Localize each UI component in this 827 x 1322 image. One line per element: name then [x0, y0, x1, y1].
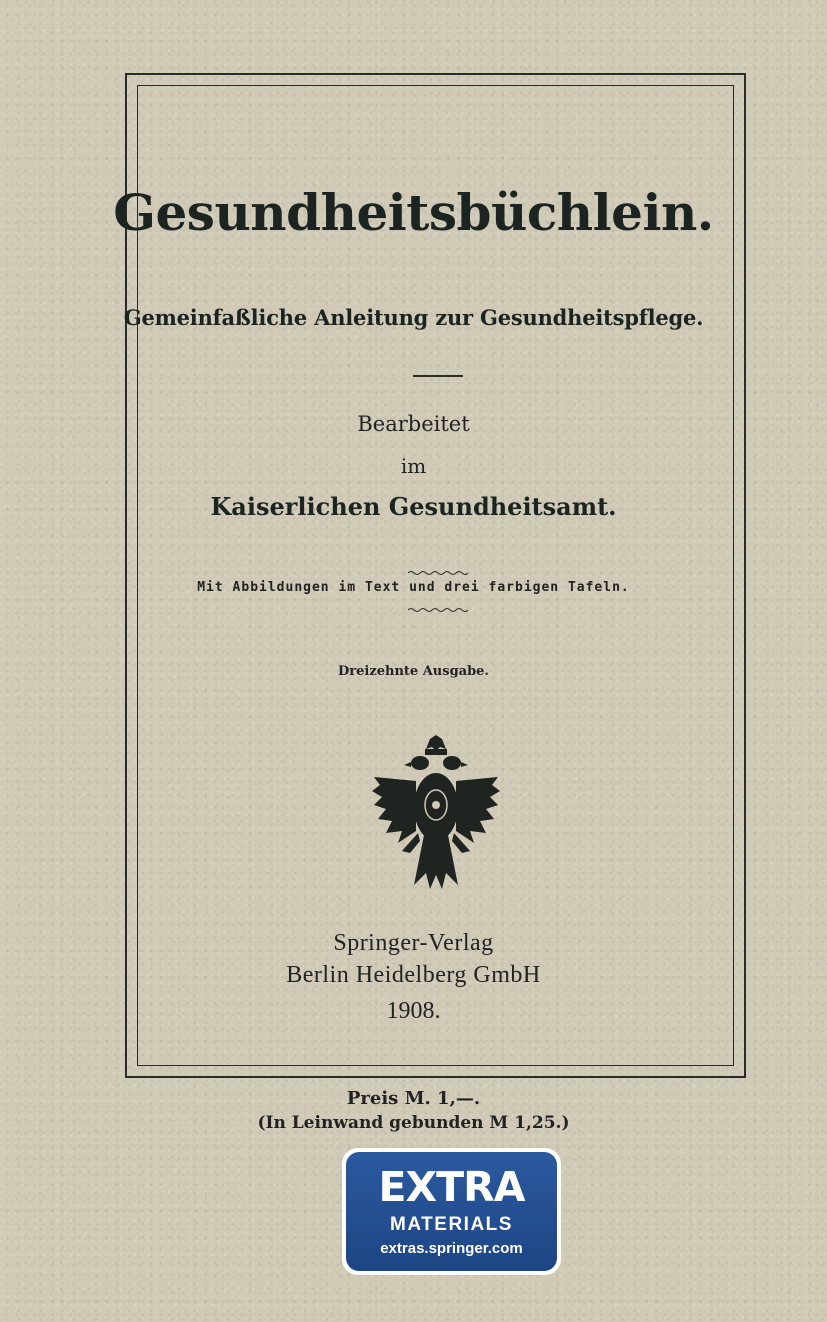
price-text: Preis M. 1,—. — [346, 1088, 481, 1109]
in-text: im — [400, 454, 427, 478]
extra-materials-badge[interactable] — [342, 1148, 561, 1275]
publisher-name: Springer-Verlag — [333, 930, 494, 956]
wavy-rule-top — [408, 570, 468, 576]
badge-url-link[interactable]: extras.springer.com — [380, 1240, 523, 1257]
badge-materials-label: MATERIALS — [390, 1214, 513, 1235]
worked-by-text: Bearbeitet — [357, 412, 470, 436]
book-subtitle: Gemeinfaßliche Anleitung zur Gesundheitspflege. — [123, 305, 704, 330]
book-title: Gesundheitsbüchlein. — [113, 183, 714, 242]
illustrations-note: Mit Abbildungen im Text und drei farbigen Tafeln. — [197, 580, 630, 595]
badge-panel — [346, 1152, 557, 1271]
publication-year: 1908. — [386, 998, 441, 1024]
publisher-place: Berlin Heidelberg GmbH — [286, 962, 541, 988]
office-name: Kaiserlichen Gesundheitsamt. — [210, 492, 617, 521]
bound-price-text: (In Leinwand gebunden M 1,25.) — [257, 1113, 570, 1133]
edition-text: Dreizehnte Ausgabe. — [338, 664, 489, 679]
divider-rule — [413, 375, 463, 377]
imperial-eagle-icon — [370, 735, 502, 891]
wavy-rule-bottom — [408, 607, 468, 613]
badge-extra-label: EXTRA — [378, 1163, 525, 1211]
